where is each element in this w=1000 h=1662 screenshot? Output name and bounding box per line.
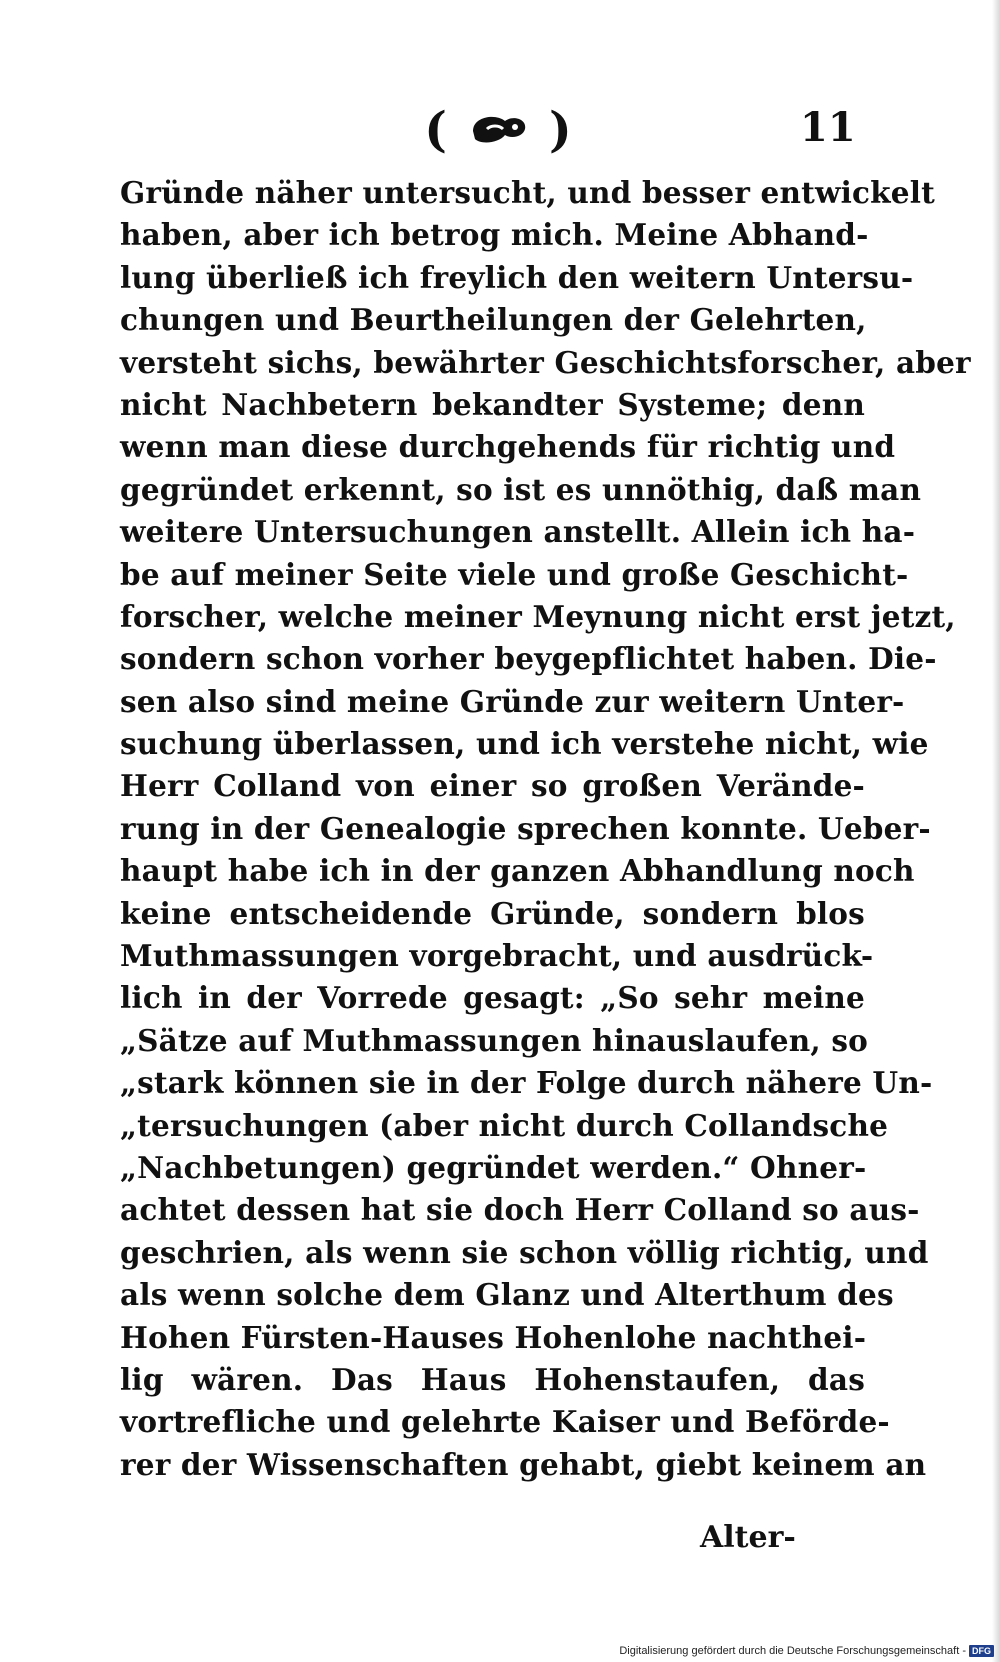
text-line: „tersuchungen (aber nicht durch Collandsche (120, 1107, 889, 1143)
text-line: Gründe näher untersucht, und besser entwickelt (120, 175, 935, 210)
text-line: chungen und Beurtheilungen der Gelehrten, (120, 302, 867, 338)
digitization-footer (619, 1643, 994, 1659)
text-line: als wenn solche dem Glanz und Alterthum des (120, 1277, 894, 1313)
text-line: versteht sichs, bewährter Geschichtsforscher, aber (120, 344, 971, 380)
running-head (0, 100, 1000, 160)
text-line: rer der Wissenschaften gehabt, giebt keinem an (120, 1446, 927, 1482)
text-line: „Nachbetungen) gegründet werden.“ Ohner- (120, 1149, 867, 1185)
text-line: „Sätze auf Muthmassungen hinauslaufen, so (120, 1022, 869, 1058)
body-text (120, 172, 971, 1486)
text-line: suchung überlassen, und ich verstehe nicht, wie (120, 726, 929, 762)
footer-text: Digitalisierung gefördert durch die Deutsche Forschungsgemeinschaft - (619, 1645, 966, 1657)
text-line: be auf meiner Seite viele und große Geschicht- (120, 556, 909, 592)
text-line: nicht Nachbetern bekandter Systeme; denn (120, 386, 865, 422)
scan-edge (992, 0, 1000, 1662)
text-line: Hohen Fürsten-Hauses Hohenlohe nachthei- (120, 1319, 867, 1355)
catchword: Alter- (700, 1520, 796, 1555)
text-line: „stark können sie in der Folge durch nähere Un- (120, 1065, 933, 1101)
text-line: keine entscheidende Gründe, sondern blos (120, 895, 865, 931)
text-line: Muthmassungen vorgebracht, und ausdrück- (120, 938, 874, 974)
text-line: haupt habe ich in der ganzen Abhandlung noch (120, 853, 915, 889)
text-line: gegründet erkennt, so ist es unnöthig, daß man (120, 471, 922, 507)
text-line: Herr Colland von einer so großen Verände- (120, 768, 865, 804)
text-line: wenn man diese durchgehends für richtig und (120, 429, 896, 465)
page-number: 11 (800, 104, 856, 151)
text-line: haben, aber ich betrog mich. Meine Abhand- (120, 217, 869, 253)
text-line: achtet dessen hat sie doch Herr Colland so aus- (120, 1192, 920, 1228)
dfg-logo: DFG (969, 1645, 994, 1657)
text-line: sondern schon vorher beygepflichtet haben. Die- (120, 641, 937, 677)
ornament-paren-close: ) (549, 102, 576, 158)
text-line: lung überließ ich freylich den weitern Untersu- (120, 259, 914, 295)
text-line: lich in der Vorrede gesagt: „So sehr meine (120, 980, 865, 1016)
ornament-paren-open: ( (424, 102, 451, 158)
header-ornament (405, 100, 595, 160)
text-line: forscher, welche meiner Meynung nicht erst jetzt, (120, 598, 956, 634)
text-line: geschrien, als wenn sie schon völlig richtig, und (120, 1234, 929, 1270)
text-line: weitere Untersuchungen anstellt. Allein ich ha- (120, 514, 916, 550)
text-line: lig wären. Das Haus Hohenstaufen, das (120, 1361, 865, 1397)
text-line: rung in der Genealogie sprechen konnte. Ueber- (120, 810, 931, 846)
text-line: sen also sind meine Gründe zur weitern Unter- (120, 683, 905, 719)
fleuron-icon (465, 107, 535, 153)
text-line: vortrefliche und gelehrte Kaiser und Beförde- (120, 1404, 890, 1440)
